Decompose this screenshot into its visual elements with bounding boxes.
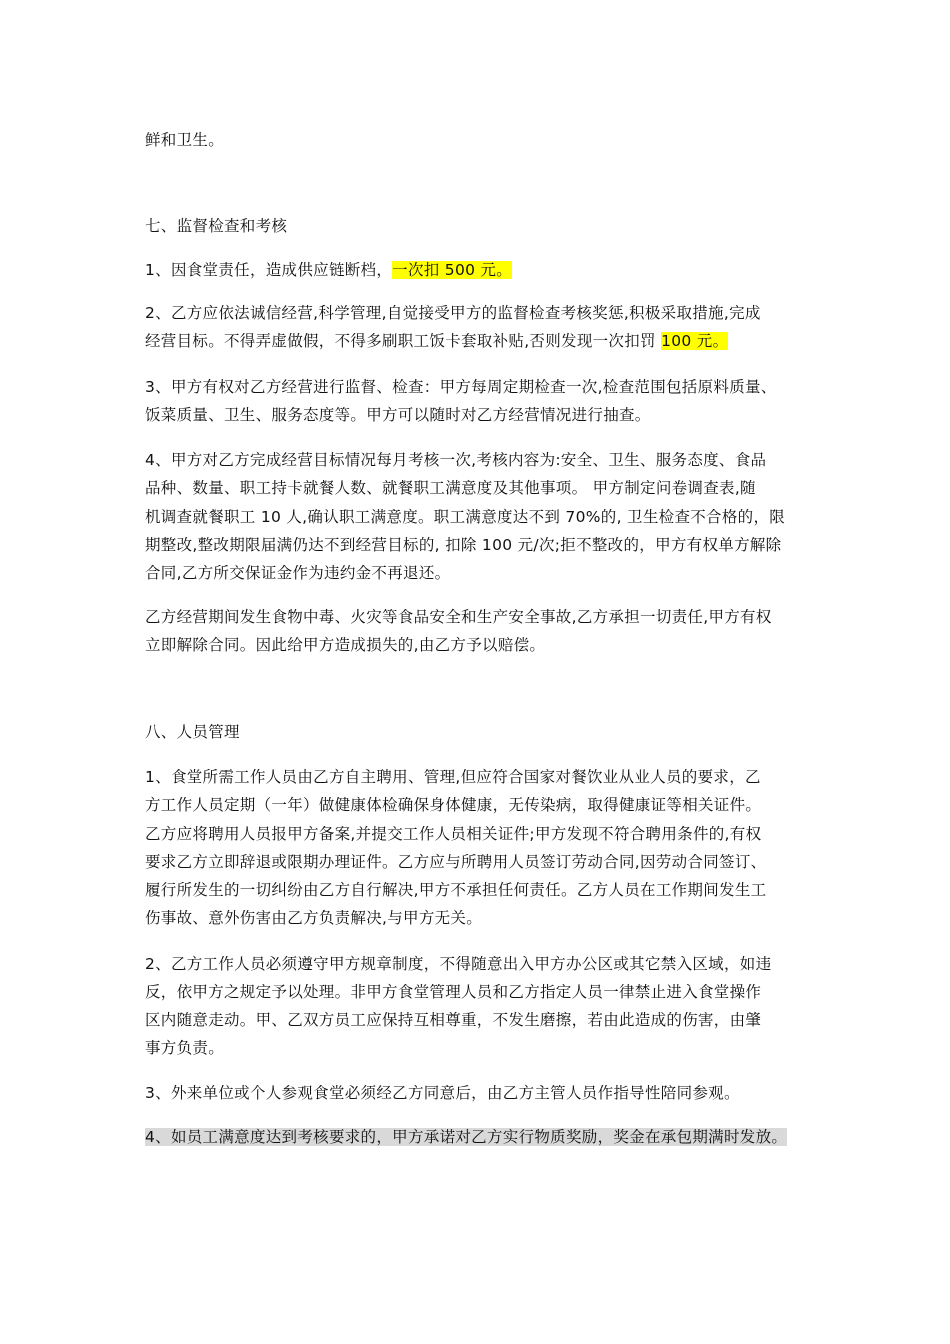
text-line: 饭菜质量、卫生、服务态度等。甲方可以随时对乙方经营情况进行抽查。 [145, 406, 651, 424]
text-line: 乙方经营期间发生食物中毒、火灾等食品安全和生产安全事故,乙方承担一切责任,甲方有权 [145, 608, 772, 626]
text-line: 4、甲方对乙方完成经营目标情况每月考核一次,考核内容为:安全、卫生、服务态度、食品 [145, 451, 767, 469]
text-line: 鲜和卫生。 [145, 131, 225, 149]
text-line: 伤事故、意外伤害由乙方负责解决,与甲方无关。 [145, 909, 483, 927]
text-line: 区内随意走动。甲、乙双方员工应保持互相尊重，不发生磨擦，若由此造成的伤害，由肇 [145, 1011, 762, 1029]
text-line: 乙方应将聘用人员报甲方备案,并提交工作人员相关证件;甲方发现不符合聘用条件的,有权 [145, 825, 762, 843]
clause-7-2-line2 [145, 331, 728, 351]
highlighted-text: 一次扣 500 元。 [392, 261, 513, 279]
text-line: 合同,乙方所交保证金作为违约金不再退还。 [145, 564, 451, 582]
text-line: 2、乙方应依法诚信经营,科学管理,自觉接受甲方的监督检查考核奖惩,积极采取措施,完成 [145, 304, 761, 322]
text-line: 要求乙方立即辞退或限期办理证件。乙方应与所聘用人员签订劳动合同,因劳动合同签订、 [145, 853, 767, 871]
clause-7-1 [145, 260, 512, 280]
shaded-clause [145, 1127, 787, 1147]
text-line: 事方负责。 [145, 1039, 225, 1057]
text-run: 经营目标。不得弄虚做假，不得多刷职工饭卡套取补贴,否则发现一次扣罚 [145, 332, 662, 350]
text-line: 立即解除合同。因此给甲方造成损失的,由乙方予以赔偿。 [145, 636, 546, 654]
text-line: 3、甲方有权对乙方经营进行监督、检查：甲方每周定期检查一次,检查范围包括原料质量、 [145, 378, 777, 396]
text-line: 期整改,整改期限届满仍达不到经营目标的, 扣除 100 元/次;拒不整改的，甲方有权单方解除 [145, 536, 782, 554]
text-line: 履行所发生的一切纠纷由乙方自行解决,甲方不承担任何责任。乙方人员在工作期间发生工 [145, 881, 767, 899]
section-title: 八、人员管理 [145, 723, 240, 741]
shaded-text: 4、如员工满意度达到考核要求的，甲方承诺对乙方实行物质奖励，奖金在承包期满时发放。 [145, 1128, 788, 1146]
highlighted-text: 100 元。 [661, 332, 729, 350]
text-line: 反，依甲方之规定予以处理。非甲方食堂管理人员和乙方指定人员一律禁止进入食堂操作 [145, 983, 762, 1001]
section-title: 七、监督检查和考核 [145, 217, 288, 235]
text-line: 品种、数量、职工持卡就餐人数、就餐职工满意度及其他事项。 甲方制定问卷调查表,随 [145, 479, 756, 497]
text-line: 机调查就餐职工 10 人,确认职工满意度。职工满意度达不到 70%的, 卫生检查不合格的，限 [145, 508, 786, 526]
text-line: 方工作人员定期（一年）做健康体检确保身体健康，无传染病，取得健康证等相关证件。 [145, 796, 762, 814]
text-line: 2、乙方工作人员必须遵守甲方规章制度，不得随意出入甲方办公区或其它禁入区域，如违 [145, 955, 772, 973]
text-line: 3、外来单位或个人参观食堂必须经乙方同意后，由乙方主管人员作指导性陪同参观。 [145, 1084, 740, 1102]
text-line: 1、食堂所需工作人员由乙方自主聘用、管理,但应符合国家对餐饮业从业人员的要求，乙 [145, 768, 761, 786]
text-run: 1、因食堂责任，造成供应链断档， [145, 261, 393, 279]
